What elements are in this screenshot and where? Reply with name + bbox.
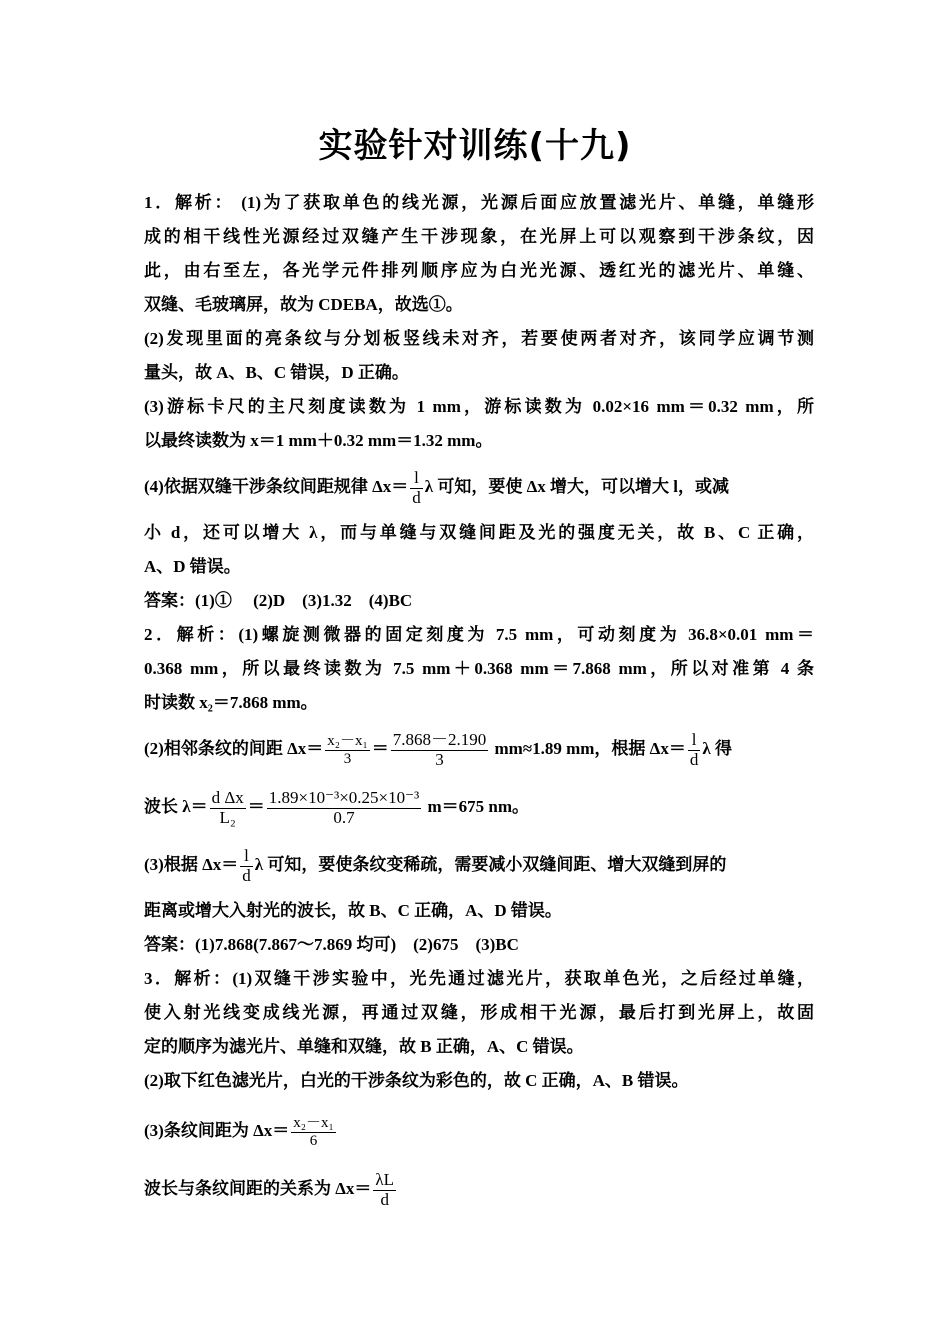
fraction-numerator: l — [240, 847, 253, 867]
fraction-numerator: x₂－x₁ — [293, 1115, 334, 1132]
fraction-denominator: 6 — [309, 1132, 318, 1149]
q2-part3-text-a: (3)根据 Δx＝ — [144, 855, 239, 874]
q1-line-5: (2)发现里面的亮条纹与分划板竖线未对齐，若要使两者对齐，该同学应调节测 — [144, 329, 814, 348]
q2-wavelength-text-a: 波长 λ＝ — [144, 797, 208, 816]
q3-spacing-text: (3)条纹间距为 Δx＝ — [144, 1121, 290, 1140]
fraction-denominator: 3 — [435, 749, 444, 769]
q2-wavelength-formula-line — [144, 778, 814, 836]
q2-fraction-4 — [210, 789, 246, 827]
solution-content — [144, 186, 814, 1218]
q1-line-7: (3)游标卡尺的主尺刻度读数为 1 mm，游标读数为 0.02×16 mm＝0.32 mm，所 — [144, 397, 814, 416]
q1-formula-line — [144, 458, 814, 516]
fraction-numerator: d Δx — [211, 787, 244, 807]
fraction-numerator: l — [410, 469, 423, 489]
fraction-numerator: 7.868－2.190 — [392, 729, 487, 749]
q2-part3-line — [144, 836, 814, 894]
fraction-denominator: d — [242, 865, 251, 885]
fraction-numerator: x₂－x₁ — [327, 733, 368, 750]
fraction-denominator: d — [412, 487, 421, 507]
q3-spacing-line — [144, 1102, 814, 1160]
q3-line-2: 使入射光线变成线光源，再通过双缝，形成相干光源，最后打到光屏上，故固 — [144, 1003, 814, 1022]
q1-answer: 答案：(1)① (2)D (3)1.32 (4)BC — [144, 591, 413, 610]
q2-text-c: λ 得 — [702, 739, 732, 758]
q2-line-7: 距离或增大入射光的波长，故 B、C 正确，A、D 错误。 — [144, 901, 562, 920]
fraction-denominator: L₂ — [219, 807, 236, 827]
q1-line-10: 小 d，还可以增大 λ，而与单缝与双缝间距及光的强度无关，故 B、C 正确， — [144, 523, 814, 542]
fraction-denominator: 3 — [343, 750, 352, 767]
q2-fraction-6 — [240, 847, 253, 885]
q1-line-6: 量头，故 A、B、C 错误，D 正确。 — [144, 363, 409, 382]
q3-line-1: 3．解析：(1)双缝干涉实验中，光先通过滤光片，获取单色光，之后经过单缝， — [144, 969, 814, 988]
q2-line-3: 时读数 x₂＝7.868 mm。 — [144, 693, 318, 712]
q2-wavelength-text-b: m＝675 nm。 — [423, 797, 529, 816]
fraction-denominator: d — [380, 1189, 389, 1209]
fraction-numerator: l — [688, 731, 701, 751]
q1-formula-text-b: λ 可知，要使 Δx 增大，可以增大 l，或减 — [424, 477, 729, 496]
q3-fraction-1 — [291, 1115, 335, 1149]
q2-fraction-2 — [391, 731, 489, 769]
q1-line-1: 1．解析： (1)为了获取单色的线光源，光源后面应放置滤光片、单缝，单缝形 — [144, 193, 814, 212]
q1-line-3: 此，由右至左，各光学元件排列顺序应为白光光源、透红光的滤光片、单缝、 — [144, 261, 814, 280]
q3-fraction-2 — [373, 1171, 396, 1209]
q2-part3-text-b: λ 可知，要使条纹变稀疏，需要减小双缝间距、增大双缝到屏的 — [254, 855, 727, 874]
q3-relation-text: 波长与条纹间距的关系为 Δx＝ — [144, 1179, 372, 1198]
fraction-denominator: d — [689, 749, 699, 769]
q2-fraction-3 — [688, 731, 701, 769]
q1-formula-text-a: (4)依据双缝干涉条纹间距规律 Δx＝ — [144, 477, 409, 496]
q1-line-8: 以最终读数为 x＝1 mm＋0.32 mm＝1.32 mm。 — [144, 431, 493, 450]
q3-line-4: (2)取下红色滤光片，白光的干涉条纹为彩色的，故 C 正确，A、B 错误。 — [144, 1071, 689, 1090]
q2-answer: 答案：(1)7.868(7.867～7.869 均可) (2)675 (3)BC — [144, 935, 519, 954]
q1-line-2: 成的相干线性光源经过双缝产生干涉现象，在光屏上可以观察到干涉条纹，因 — [144, 227, 814, 246]
q1-line-4: 双缝、毛玻璃屏，故为 CDEBA，故选①。 — [144, 295, 463, 314]
fraction-denominator: 0.7 — [333, 807, 355, 827]
q2-fraction-1 — [325, 733, 369, 767]
equals-sign: ＝ — [247, 797, 265, 816]
q2-text-a: (2)相邻条纹的间距 Δx＝ — [144, 739, 324, 758]
q2-spacing-formula-line — [144, 720, 814, 778]
q3-line-3: 定的顺序为滤光片、单缝和双缝，故 B 正确，A、C 错误。 — [144, 1037, 584, 1056]
q2-text-b: mm≈1.89 mm，根据 Δx＝ — [490, 739, 686, 758]
q1-fraction — [410, 469, 423, 507]
page-title: 实验针对训练(十九) — [318, 126, 632, 166]
q2-line-1: 2．解析：(1)螺旋测微器的固定刻度为 7.5 mm，可动刻度为 36.8×0.01 mm＝ — [144, 625, 814, 644]
q2-fraction-5 — [267, 789, 421, 827]
q3-relation-line — [144, 1160, 814, 1218]
fraction-numerator: 1.89×10⁻³×0.25×10⁻³ — [268, 787, 420, 807]
q1-line-11: A、D 错误。 — [144, 557, 241, 576]
q2-line-2: 0.368 mm，所以最终读数为 7.5 mm＋0.368 mm＝7.868 mm，所以对准第 4 条 — [144, 659, 814, 678]
fraction-numerator: λL — [375, 1169, 395, 1189]
equals-sign: ＝ — [371, 739, 389, 758]
